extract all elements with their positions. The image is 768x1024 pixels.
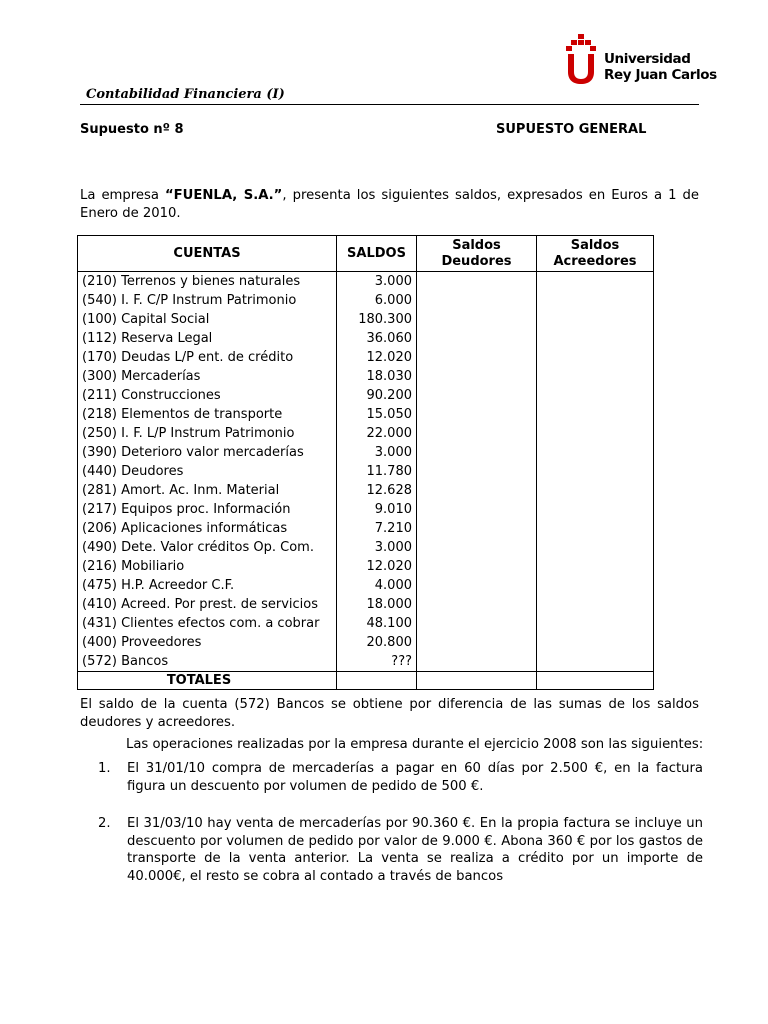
operation-text: El 31/01/10 compra de mercaderías a pagar en 60 días por 2.500 €, en la factura figura un descuento por volumen de pedido de 500 €. [127,761,703,794]
case-number: Supuesto nº 8 [80,122,184,137]
totals-acreedores [537,672,654,690]
credit-cell [537,329,654,348]
operation-number: 1. [98,761,111,776]
account-cell: (170) Deudas L/P ent. de crédito [78,348,337,367]
credit-cell [537,500,654,519]
balance-cell: 22.000 [337,424,417,443]
balance-cell: 18.000 [337,595,417,614]
table-row [78,367,654,386]
debit-cell [417,348,537,367]
table-row [78,557,654,576]
account-cell: (400) Proveedores [78,633,337,652]
account-cell: (216) Mobiliario [78,557,337,576]
credit-cell [537,405,654,424]
account-cell: (250) I. F. L/P Instrum Patrimonio [78,424,337,443]
balance-cell: 20.800 [337,633,417,652]
balance-cell: 3.000 [337,538,417,557]
totals-label: TOTALES [78,672,337,690]
credit-cell [537,576,654,595]
case-type: SUPUESTO GENERAL [496,122,647,137]
operation-number: 2. [98,816,111,831]
account-cell: (410) Acreed. Por prest. de servicios [78,595,337,614]
debit-cell [417,633,537,652]
table-row [78,462,654,481]
table-row [78,519,654,538]
table-row [78,538,654,557]
balance-cell: 4.000 [337,576,417,595]
account-cell: (440) Deudores [78,462,337,481]
balance-cell: ??? [337,652,417,672]
table-body [78,272,654,672]
table-row [78,652,654,672]
debit-cell [417,595,537,614]
table-row [78,481,654,500]
account-cell: (218) Elementos de transporte [78,405,337,424]
debit-cell [417,481,537,500]
table-row [78,348,654,367]
table-row [78,443,654,462]
header-saldos: SALDOS [337,236,417,272]
debit-cell [417,443,537,462]
urjc-emblem-icon [566,34,602,86]
balance-cell: 7.210 [337,519,417,538]
account-cell: (210) Terrenos y bienes naturales [78,272,337,292]
balance-cell: 90.200 [337,386,417,405]
credit-cell [537,481,654,500]
debit-cell [417,424,537,443]
balance-cell: 3.000 [337,272,417,292]
balance-cell: 11.780 [337,462,417,481]
credit-cell [537,386,654,405]
table-row [78,329,654,348]
credit-cell [537,633,654,652]
debit-cell [417,538,537,557]
credit-cell [537,462,654,481]
intro-paragraph [80,187,699,222]
debit-cell [417,614,537,633]
balance-cell: 3.000 [337,443,417,462]
university-logo [566,34,716,86]
account-cell: (475) H.P. Acreedor C.F. [78,576,337,595]
balance-cell: 36.060 [337,329,417,348]
table-row [78,405,654,424]
debit-cell [417,500,537,519]
debit-cell [417,519,537,538]
table-row [78,595,654,614]
credit-cell [537,291,654,310]
account-cell: (281) Amort. Ac. Inm. Material [78,481,337,500]
credit-cell [537,424,654,443]
note-paragraph: El saldo de la cuenta (572) Bancos se obtiene por diferencia de las sumas de los saldos deudores y acreedores. [80,697,699,730]
header-divider [80,104,699,105]
balance-cell: 12.020 [337,348,417,367]
debit-cell [417,652,537,672]
account-cell: (540) I. F. C/P Instrum Patrimonio [78,291,337,310]
credit-cell [537,348,654,367]
totals-deudores [417,672,537,690]
credit-cell [537,652,654,672]
totals-row [78,672,654,690]
header-deudores: Saldos Deudores [417,236,537,272]
table-row [78,500,654,519]
company-name: “FUENLA, S.A.” [165,188,283,203]
balance-cell: 180.300 [337,310,417,329]
debit-cell [417,462,537,481]
credit-cell [537,272,654,292]
intro-text-end: , presenta los siguientes saldos, expresados en Euros a 1 de Enero de 2010. [80,188,699,221]
header-acreedores: Saldos Acreedores [537,236,654,272]
debit-cell [417,367,537,386]
credit-cell [537,538,654,557]
table-row [78,614,654,633]
account-cell: (217) Equipos proc. Información [78,500,337,519]
balance-cell: 48.100 [337,614,417,633]
debit-cell [417,310,537,329]
credit-cell [537,443,654,462]
debit-cell [417,272,537,292]
balance-cell: 12.628 [337,481,417,500]
account-cell: (112) Reserva Legal [78,329,337,348]
account-cell: (300) Mercaderías [78,367,337,386]
table-row [78,272,654,292]
debit-cell [417,576,537,595]
credit-cell [537,367,654,386]
course-title: Contabilidad Financiera (I) [86,87,285,102]
balance-cell: 12.020 [337,557,417,576]
account-cell: (206) Aplicaciones informáticas [78,519,337,538]
debit-cell [417,405,537,424]
university-name [604,51,717,83]
university-name-line1: Universidad [604,51,691,67]
account-cell: (390) Deterioro valor mercaderías [78,443,337,462]
operations-intro: Las operaciones realizadas por la empresa durante el ejercicio 2008 son las siguientes: [126,737,704,752]
debit-cell [417,329,537,348]
university-name-line2: Rey Juan Carlos [604,67,717,83]
balances-table [77,235,654,690]
table-row [78,291,654,310]
debit-cell [417,557,537,576]
balance-cell: 6.000 [337,291,417,310]
credit-cell [537,519,654,538]
balance-cell: 18.030 [337,367,417,386]
table-header-row [78,236,654,272]
credit-cell [537,595,654,614]
debit-cell [417,386,537,405]
credit-cell [537,614,654,633]
table-row [78,633,654,652]
account-cell: (100) Capital Social [78,310,337,329]
balance-cell: 15.050 [337,405,417,424]
table-row [78,576,654,595]
account-cell: (572) Bancos [78,652,337,672]
header-cuentas: CUENTAS [78,236,337,272]
account-cell: (490) Dete. Valor créditos Op. Com. [78,538,337,557]
totals-saldos [337,672,417,690]
credit-cell [537,310,654,329]
operation-text: El 31/03/10 hay venta de mercaderías por 90.360 €. En la propia factura se incluye un descuento por volumen de pedido por valor de 9.000 €. Abona 360 € por los gastos de transporte de la venta anterior. La venta se realiza a crédito por un importe de 40.000€, el resto se cobra al contado a través de bancos [127,816,703,884]
table-row [78,386,654,405]
balance-cell: 9.010 [337,500,417,519]
debit-cell [417,291,537,310]
table-row [78,424,654,443]
intro-text-start: La empresa [80,188,165,203]
account-cell: (431) Clientes efectos com. a cobrar [78,614,337,633]
account-cell: (211) Construcciones [78,386,337,405]
table-row [78,310,654,329]
credit-cell [537,557,654,576]
